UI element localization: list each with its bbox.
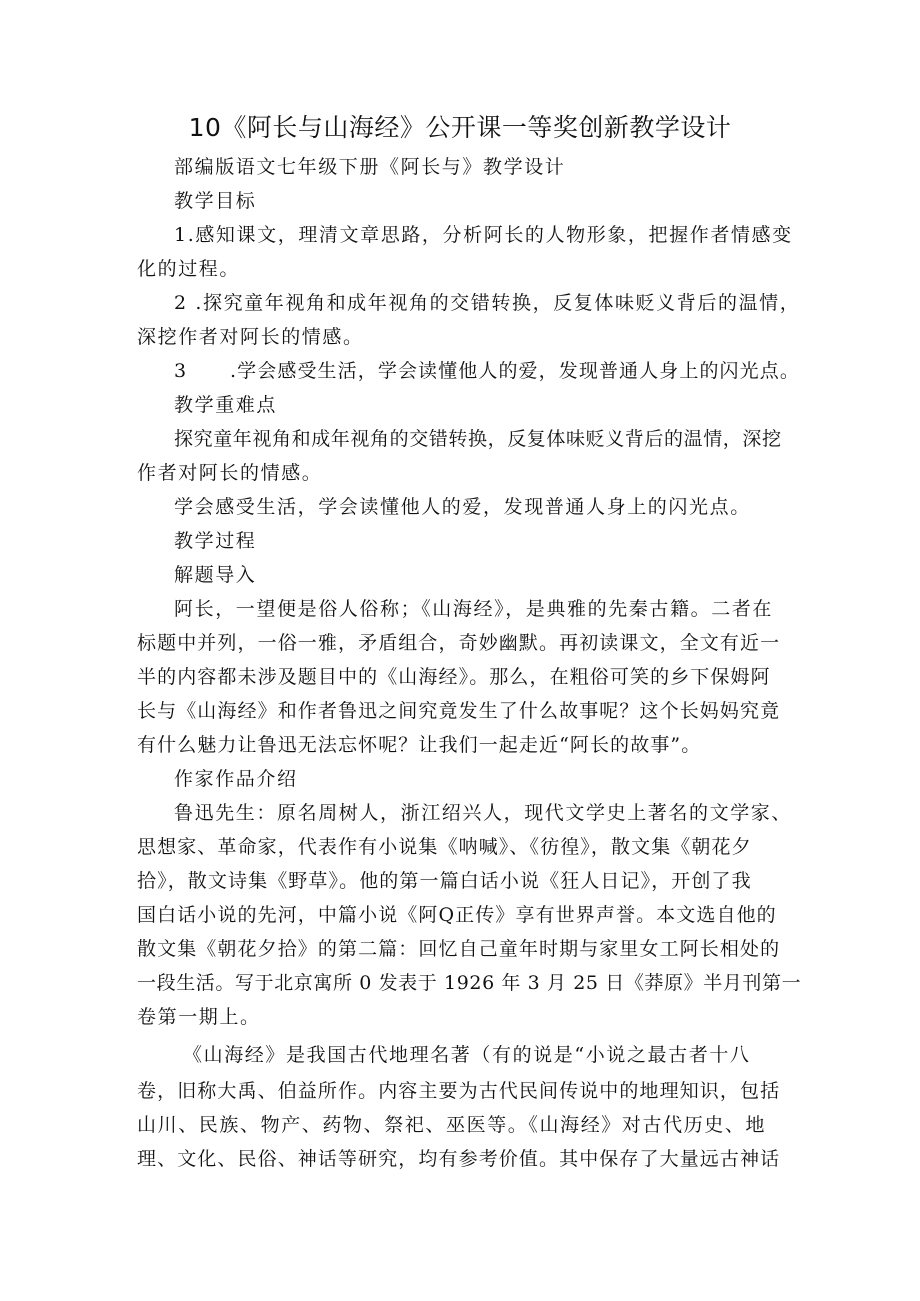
goal-2-line-2: 深挖作者对阿长的情感。	[137, 326, 364, 348]
goal-3-text: .学会感受生活，学会读懂他人的爱，发现普通人身上的闪光点。	[230, 360, 800, 382]
goal-2-line-1: 2 .探究童年视角和成年视角的交错转换，反复体味贬义背后的温情，	[174, 292, 801, 314]
key-point-2: 学会感受生活，学会读懂他人的爱，发现普通人身上的闪光点。	[174, 496, 751, 518]
goal-3-number: 3	[174, 360, 188, 382]
intro-line-4: 长与《山海经》和作者鲁迅之间究竟发生了什么故事呢？这个长妈妈究竟	[137, 700, 781, 722]
intro-line-1: 阿长，一望便是俗人俗称；《山海经》，是典雅的先秦古籍。二者在	[174, 598, 774, 620]
shanhaijing-line-2: 卷，旧称大禹、伯益所作。内容主要为古代民间传说中的地理知识，包括	[137, 1080, 781, 1102]
author-line-4: 国白话小说的先河，中篇小说《阿Q正传》享有世界声誉。本文选自他的	[137, 904, 777, 926]
shanhaijing-line-4: 理、文化、民俗、神话等研究，均有参考价值。其中保存了大量远古神话	[137, 1148, 781, 1170]
author-line-1: 鲁迅先生：原名周树人，浙江绍兴人，现代文学史上著名的文学家、	[174, 802, 793, 824]
author-heading: 作家作品介绍	[174, 768, 298, 790]
shanhaijing-line-3: 山川、民族、物产、药物、祭祀、巫医等。《山海经》对古代历史、地	[137, 1114, 767, 1136]
goal-1-line-2: 化的过程。	[137, 258, 241, 280]
key-point-1-line-2: 作者对阿长的情感。	[137, 462, 323, 484]
author-line-3: 拾》，散文诗集《野草》。他的第一篇白话小说《狂人日记》，开创了我	[137, 870, 752, 892]
author-line-7: 卷第一期上。	[137, 1006, 261, 1028]
shanhaijing-line-1: 《山海经》是我国古代地理名著（有的说是“小说之最古者十八	[183, 1044, 751, 1066]
goals-heading: 教学目标	[174, 190, 257, 212]
document-title: 10《阿长与山海经》公开课一等奖创新教学设计	[188, 113, 732, 142]
intro-line-2: 标题中并列，一俗一雅，矛盾组合，奇妙幽默。再初读课文，全文有近一	[137, 632, 781, 654]
author-line-5: 散文集《朝花夕拾》的第二篇：回忆自己童年时期与家里女工阿长相处的	[137, 938, 781, 960]
intro-line-5: 有什么魅力让鲁迅无法忘怀呢？让我们一起走近“阿长的故事”。	[137, 734, 702, 756]
goal-1-line-1: 1.感知课文，理清文章思路，分析阿长的人物形象，把握作者情感变	[174, 224, 793, 246]
key-points-heading: 教学重难点	[174, 394, 278, 416]
intro-heading: 解题导入	[174, 564, 257, 586]
author-line-6: 一段生活。写于北京寓所 0 发表于 1926 年 3 月 25 日《莽原》半月刊第一	[137, 972, 802, 994]
key-point-1-line-1: 探究童年视角和成年视角的交错转换，反复体味贬义背后的温情，深挖	[174, 428, 782, 450]
author-line-2: 思想家、革命家，代表作有小说集《呐喊》、《彷徨》，散文集《朝花夕	[137, 836, 752, 858]
intro-line-3: 半的内容都未涉及题目中的《山海经》。那么，在粗俗可笑的乡下保姆阿	[137, 666, 771, 688]
subtitle: 部编版语文七年级下册《阿长与》教学设计	[174, 156, 566, 178]
process-heading: 教学过程	[174, 530, 257, 552]
